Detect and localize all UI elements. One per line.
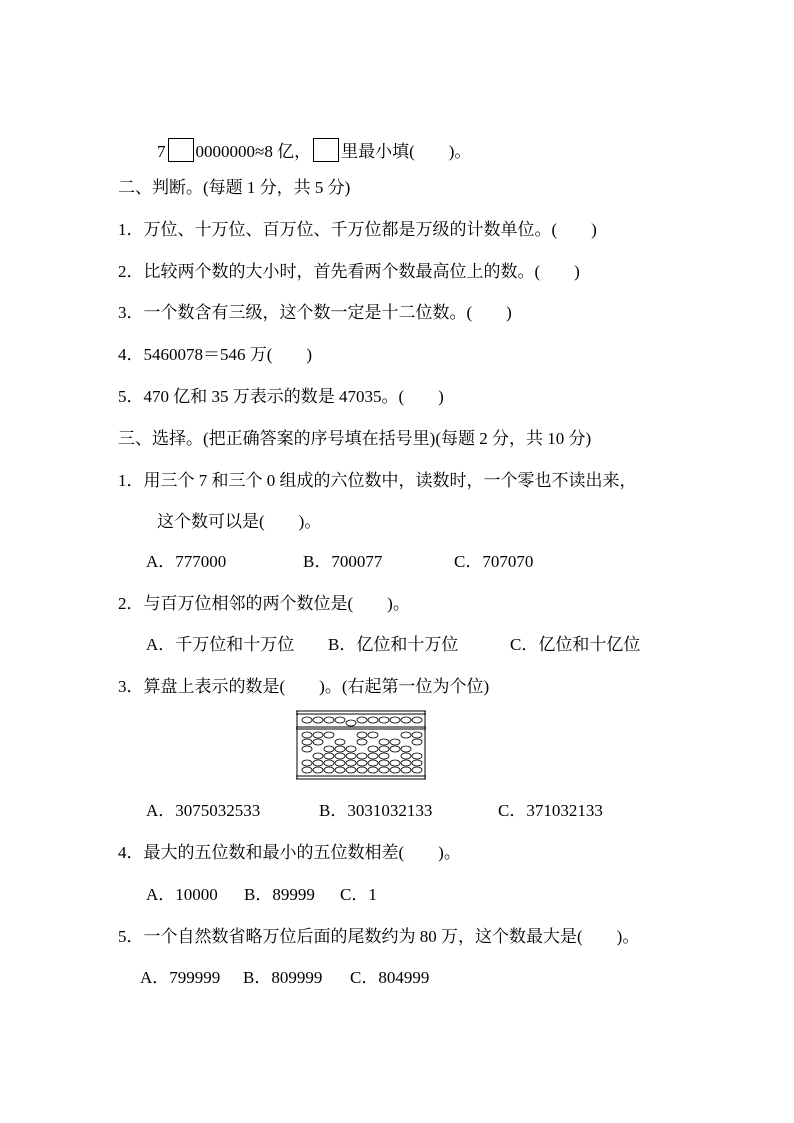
abacus-beads xyxy=(302,717,422,773)
section3-heading: 三、选择。(把正确答案的序号填在括号里)(每题 2 分，共 10 分) xyxy=(118,429,592,448)
q1-option-a[interactable]: A．777000 xyxy=(146,552,227,571)
judge-item-5: 5．470 亿和 35 万表示的数是 47035。( ) xyxy=(118,387,444,406)
answer-box-2[interactable] xyxy=(313,138,339,162)
q3-option-c[interactable]: C．371032133 xyxy=(498,801,603,820)
judge-item-3: 3．一个数含有三级，这个数一定是十二位数。( ) xyxy=(118,303,512,322)
q3-option-b[interactable]: B．3031032133 xyxy=(319,801,433,820)
choice-q1-stem-cont: 这个数可以是( )。 xyxy=(157,512,322,531)
choice-q4-stem: 4．最大的五位数和最小的五位数相差( )。 xyxy=(118,843,461,862)
judge-item-4: 4．5460078＝546 万( ) xyxy=(118,345,313,364)
fill-in-item xyxy=(157,138,471,163)
q2-option-c[interactable]: C．亿位和十亿位 xyxy=(510,635,641,654)
abacus-figure xyxy=(296,710,426,782)
q1-option-c[interactable]: C．707070 xyxy=(454,552,534,571)
judge-item-1: 1．万位、十万位、百万位、千万位都是万级的计数单位。( ) xyxy=(118,220,597,239)
q4-option-c[interactable]: C．1 xyxy=(340,885,377,904)
fill-in-question: 里最小填( )。 xyxy=(341,142,472,161)
section2-heading: 二、判断。(每题 1 分，共 5 分) xyxy=(118,178,351,197)
q1-option-b[interactable]: B．700077 xyxy=(303,552,383,571)
choice-q2-stem: 2．与百万位相邻的两个数位是( )。 xyxy=(118,594,410,613)
choice-q1-stem: 1．用三个 7 和三个 0 组成的六位数中，读数时，一个零也不读出来， xyxy=(118,471,637,490)
q2-option-a[interactable]: A．千万位和十万位 xyxy=(146,635,295,654)
q5-option-c[interactable]: C．804999 xyxy=(350,968,430,987)
q5-option-a[interactable]: A．799999 xyxy=(140,968,221,987)
number-prefix: 7 xyxy=(157,142,166,161)
q2-option-b[interactable]: B．亿位和十万位 xyxy=(328,635,459,654)
q5-option-b[interactable]: B．809999 xyxy=(243,968,323,987)
number-suffix: 0000000≈8 亿， xyxy=(195,142,312,161)
judge-item-2: 2．比较两个数的大小时，首先看两个数最高位上的数。( ) xyxy=(118,262,580,281)
answer-box-1[interactable] xyxy=(168,138,194,162)
q4-option-b[interactable]: B．89999 xyxy=(244,885,315,904)
choice-q3-stem: 3．算盘上表示的数是( )。(右起第一位为个位) xyxy=(118,677,490,696)
q4-option-a[interactable]: A．10000 xyxy=(146,885,218,904)
choice-q5-stem: 5．一个自然数省略万位后面的尾数约为 80 万，这个数最大是( )。 xyxy=(118,927,640,946)
q3-option-a[interactable]: A．3075032533 xyxy=(146,801,261,820)
